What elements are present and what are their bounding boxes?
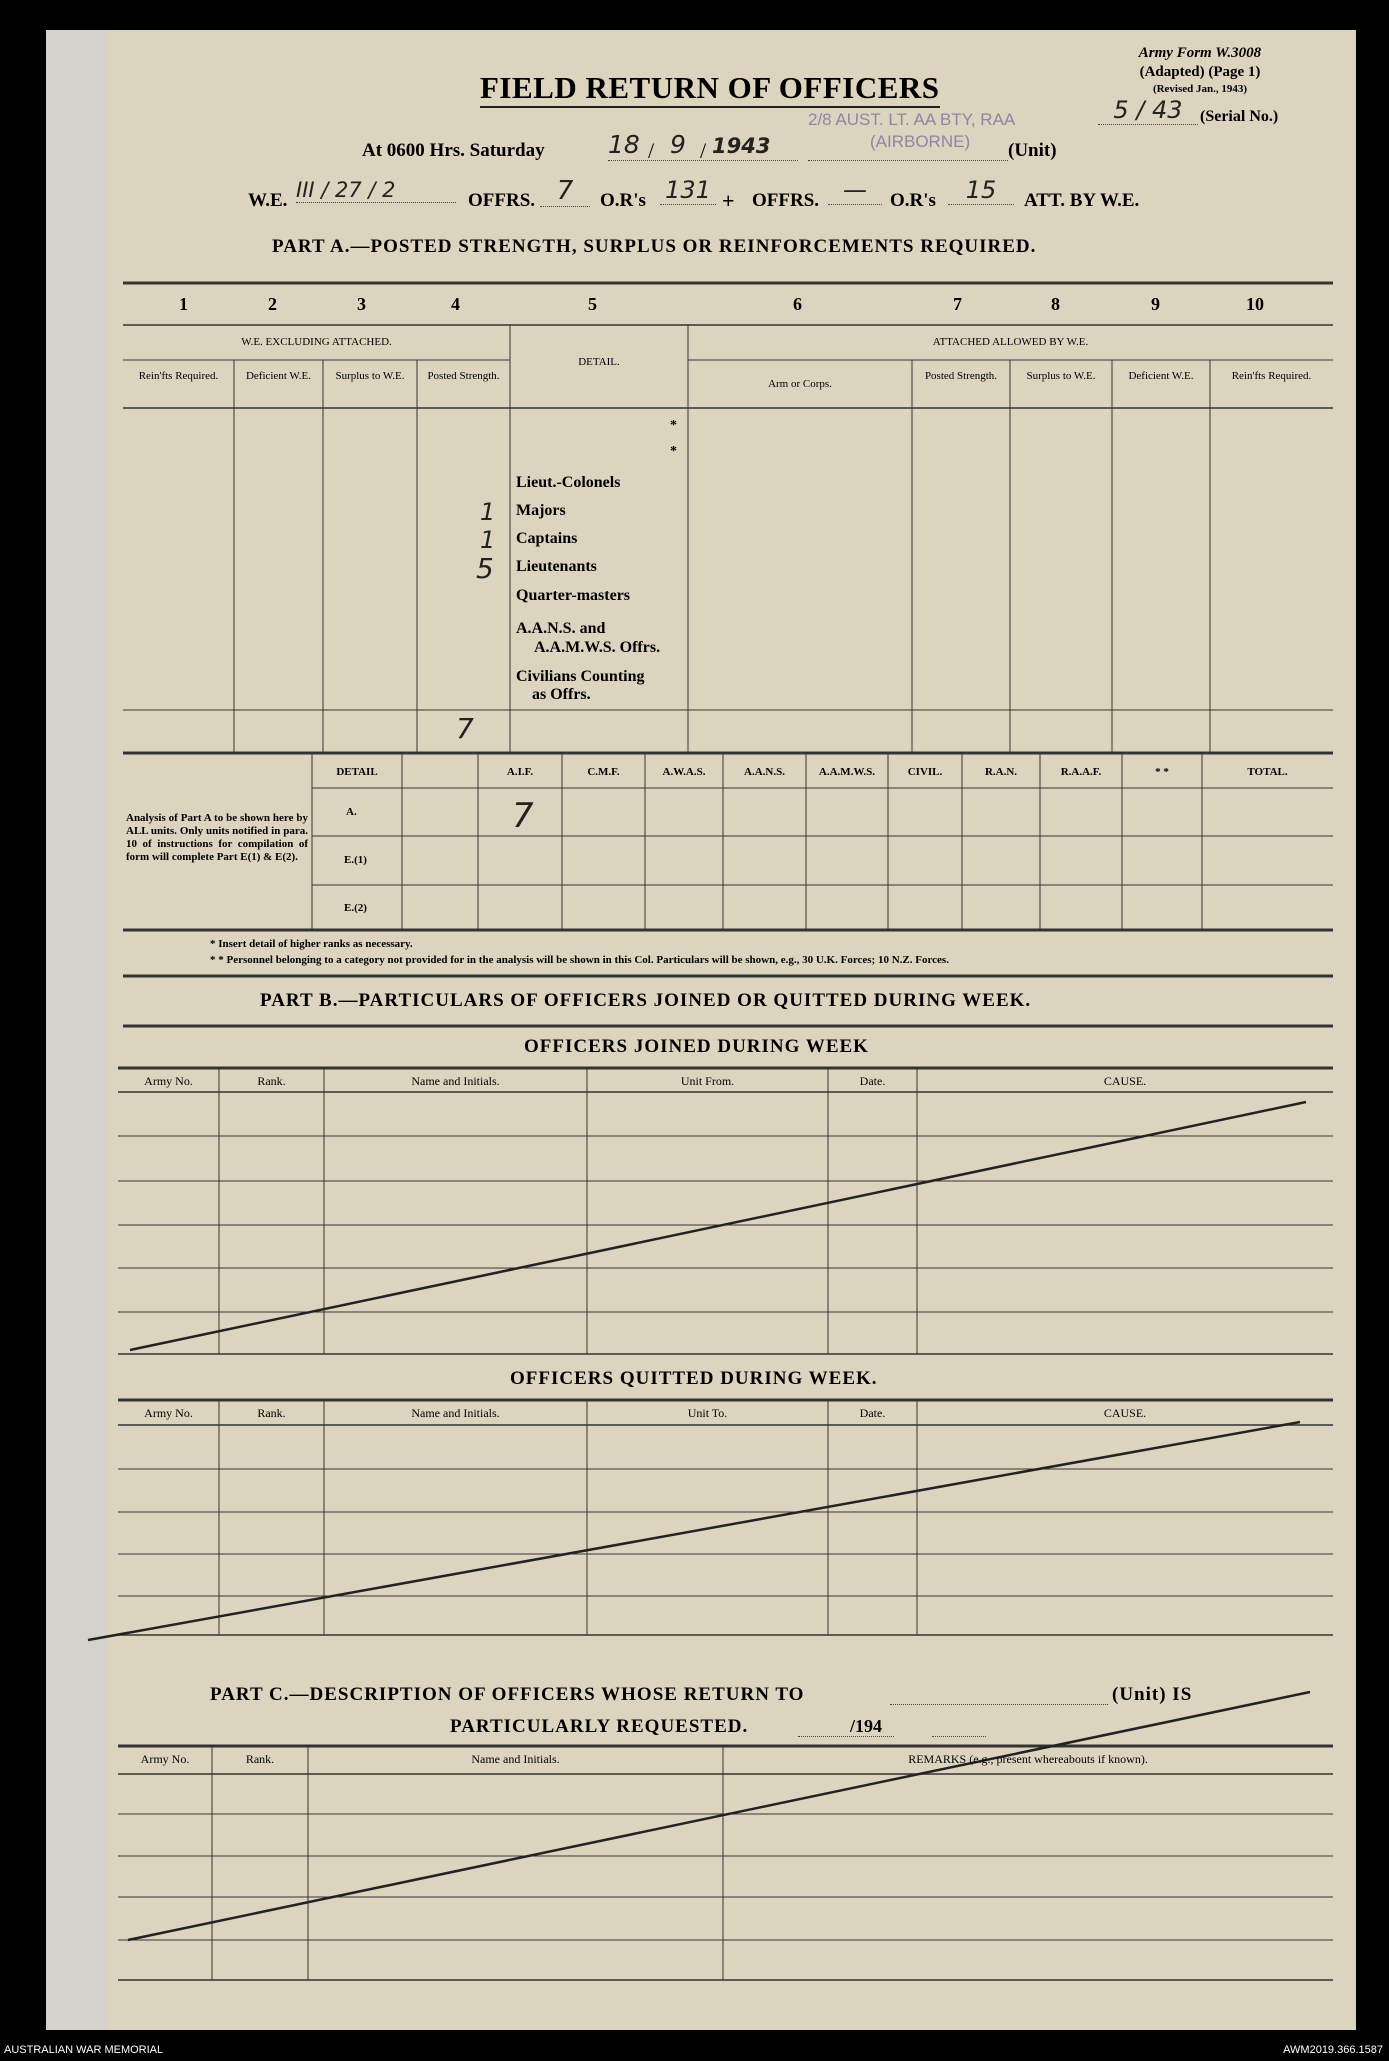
footnote-2: * * Personnel belonging to a category not provided for in the analysis will be shown in this Col. Particulars will be shown, e.g., 30 U.K. Forces; 10 N.Z. Forces. (210, 954, 949, 966)
joined-header: Rank. (257, 1074, 286, 1088)
joined-headers (118, 1074, 1333, 1090)
part-c-unit-label: (Unit) IS (1112, 1684, 1193, 1705)
date-day: 18 (608, 130, 640, 159)
column-numbers (123, 294, 1333, 318)
footer-accession: AWM2019.366.1587 (1283, 2044, 1383, 2056)
joined-header: Date. (859, 1074, 886, 1088)
col-number: 7 (953, 294, 962, 314)
officers-quitted-title: OFFICERS QUITTED DURING WEEK. (510, 1368, 878, 1389)
quitted-header: Unit To. (687, 1406, 728, 1420)
plus-sign: + (722, 188, 735, 213)
officers-joined-title: OFFICERS JOINED DURING WEEK (524, 1036, 869, 1057)
att-label: ATT. BY W.E. (1024, 190, 1140, 211)
ors2-value: 15 (948, 176, 1014, 205)
col-number: 3 (357, 294, 366, 314)
we-excluding-header: W.E. EXCLUDING ATTACHED. (241, 336, 392, 348)
joined-header: Name and Initials. (411, 1074, 500, 1088)
col-number: 1 (179, 294, 188, 314)
adapted-label: (Adapted) (Page 1) (1139, 64, 1261, 80)
rank-lieutenants: Lieutenants (516, 558, 597, 575)
posted-captains: 1 (480, 526, 496, 554)
arm-corps-header: Arm or Corps. (768, 378, 832, 390)
unit-label: (Unit) (1008, 140, 1057, 161)
analysis-row-a: A. (346, 806, 357, 818)
reinfts-required-header: Rein'fts Required. (138, 370, 219, 382)
analysis-header: A.A.N.S. (744, 766, 785, 778)
analysis-header: * * (1155, 766, 1169, 778)
quitted-header: Name and Initials. (411, 1406, 500, 1420)
part-c-header: REMARKS (e.g., present whereabouts if known). (908, 1752, 1148, 1766)
attached-allowed-header: ATTACHED ALLOWED BY W.E. (932, 336, 1089, 348)
asterisk: * (670, 418, 677, 433)
serial-number-label: (Serial No.) (1200, 108, 1279, 125)
col-number: 5 (588, 294, 597, 314)
aif-officers-value: 7 (512, 796, 534, 836)
analysis-note: Analysis of Part A to be shown here by ALL units. Only units notified in para. 10 of instructions for compilation of form will complete Part E(1) & E(2). (126, 812, 308, 863)
at-hours-text: At 0600 Hrs. Saturday (362, 140, 545, 161)
unit-stamp-line2: (AIRBORNE) (870, 132, 971, 151)
posted-strength-header: Posted Strength. (427, 370, 500, 382)
analysis-header: CIVIL. (907, 766, 943, 778)
serial-number-value: 5 / 43 (1098, 96, 1198, 125)
part-a-title: PART A.—POSTED STRENGTH, SURPLUS OR REINFORCEMENTS REQUIRED. (272, 236, 1037, 257)
part-c-headers (118, 1752, 1333, 1768)
part-c-title: PART C.—DESCRIPTION OF OFFICERS WHOSE RETURN TO (210, 1684, 805, 1705)
deficient-header: Deficient W.E. (245, 370, 312, 382)
analysis-header: A.I.F. (506, 766, 534, 778)
joined-header: Army No. (144, 1074, 193, 1088)
quitted-headers (118, 1406, 1333, 1422)
analysis-headers (312, 766, 1333, 780)
col-number: 8 (1051, 294, 1060, 314)
rank-aans: A.A.N.S. and (516, 620, 606, 637)
analysis-header: R.A.N. (984, 766, 1018, 778)
col-number: 10 (1246, 294, 1264, 314)
part-c-header: Army No. (140, 1752, 190, 1766)
we-label: W.E. (248, 190, 288, 211)
quitted-header: Date. (859, 1406, 886, 1420)
col-number: 4 (451, 294, 460, 314)
posted-majors: 1 (480, 498, 496, 526)
quitted-header: CAUSE. (1103, 1406, 1147, 1420)
asterisk: * (670, 444, 677, 459)
col-number: 9 (1151, 294, 1160, 314)
offrs-label: OFFRS. (468, 190, 536, 211)
offrs2-label: OFFRS. (752, 190, 820, 211)
offrs-value: 7 (540, 176, 590, 207)
analysis-row-e1: E.(1) (344, 854, 367, 866)
part-c-header: Name and Initials. (471, 1752, 560, 1766)
footnote-1: * Insert detail of higher ranks as necessary. (210, 938, 413, 950)
joined-header: Unit From. (680, 1074, 735, 1088)
revised-label: (Revised Jan., 1943) (1152, 83, 1248, 95)
quitted-header: Army No. (144, 1406, 193, 1420)
ors-value: 131 (660, 176, 716, 205)
we-value: III / 27 / 2 (296, 178, 456, 203)
surplus-header: Surplus to W.E. (335, 370, 405, 382)
att-posted-strength-header: Posted Strength. (924, 370, 998, 382)
analysis-header: C.M.F. (587, 766, 620, 778)
part-b-title: PART B.—PARTICULARS OF OFFICERS JOINED OR QUITTED DURING WEEK. (260, 990, 1032, 1011)
analysis-header: DETAIL (336, 766, 378, 778)
posted-total: 7 (456, 712, 474, 745)
analysis-row-e2: E.(2) (344, 902, 367, 914)
detail-header: DETAIL. (578, 356, 620, 368)
rank-captains: Captains (516, 530, 578, 547)
part-c-header: Rank. (245, 1752, 275, 1766)
part-c-date-suffix: /194 (850, 1716, 883, 1736)
rank-quartermasters: Quarter-masters (516, 587, 631, 604)
rank-lt-colonels: Lieut.-Colonels (516, 474, 621, 491)
col-number: 6 (793, 294, 802, 314)
date-month: 9 (670, 130, 686, 159)
joined-header: CAUSE. (1103, 1074, 1147, 1088)
analysis-header: TOTAL. (1247, 766, 1288, 778)
att-surplus-header: Surplus to W.E. (1026, 370, 1096, 382)
att-deficient-header: Deficient W.E. (1128, 370, 1194, 382)
part-c-requested: PARTICULARLY REQUESTED. (450, 1716, 749, 1737)
analysis-header: R.A.A.F. (1060, 766, 1102, 778)
rank-majors: Majors (516, 502, 566, 519)
unit-stamp-line1: 2/8 AUST. LT. AA BTY, RAA (808, 110, 1016, 129)
page-title: FIELD RETURN OF OFFICERS (480, 70, 940, 108)
rank-civilians-cont: as Offrs. (532, 686, 591, 703)
quitted-header: Rank. (257, 1406, 286, 1420)
att-reinfts-header: Rein'fts Required. (1231, 370, 1312, 382)
army-form-label: Army Form W.3008 (1138, 45, 1262, 61)
rank-civilians: Civilians Counting (516, 668, 645, 685)
ors-label: O.R's (600, 190, 646, 211)
ors2-label: O.R's (890, 190, 936, 211)
date-year: 1943 (712, 134, 771, 158)
offrs2-value: — (828, 176, 882, 205)
rank-aamws: A.A.M.W.S. Offrs. (534, 639, 661, 656)
footer-credit: AUSTRALIAN WAR MEMORIAL (4, 2044, 164, 2056)
analysis-header: A.W.A.S. (662, 766, 706, 778)
posted-lieutenants: 5 (476, 552, 494, 585)
analysis-header: A.A.M.W.S. (818, 766, 876, 778)
col-number: 2 (268, 294, 277, 314)
